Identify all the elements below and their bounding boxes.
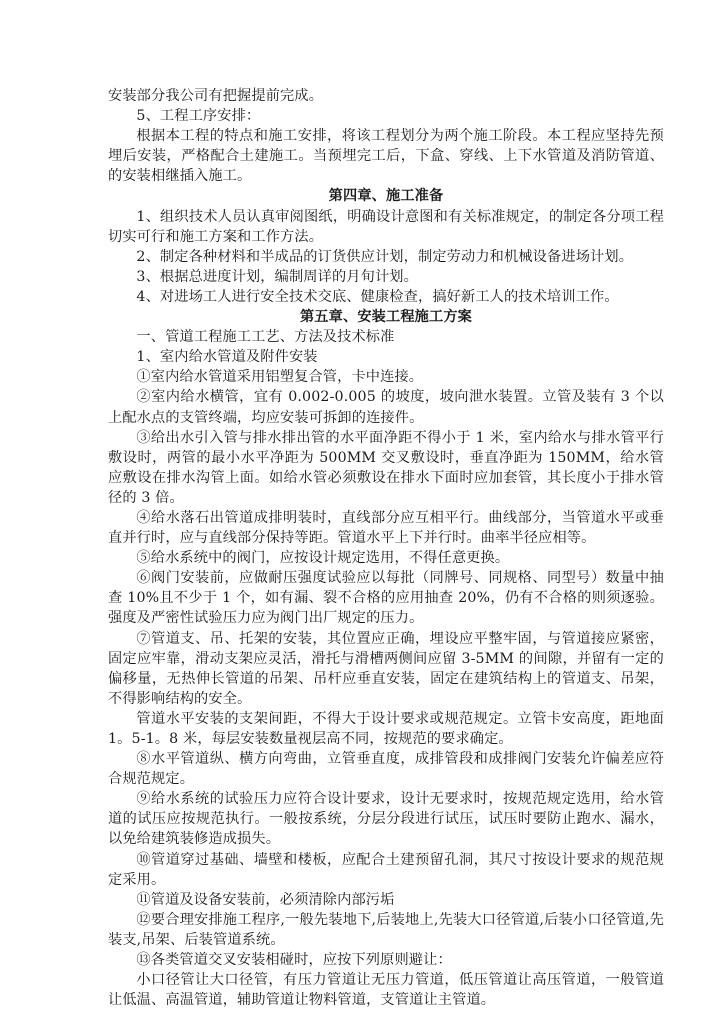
item-7: ⑦管道支、吊、托架的安装，其位置应正确，埋设应平整牢固，与管道接应紧密，固定应牢靠，滑动支架应灵活，滑托与滑槽两侧间应留 3-5MM 的间隙，并留有一定的偏移量，无热伸长管道的吊架、吊杆应垂直安装，固定在建筑结构上的管道支、吊架，不得影响结构的安全。 (108, 630, 664, 707)
paragraph-prep-3: 3、根据总进度计划，编制周详的月旬计划。 (136, 268, 418, 285)
item-9: ⑨给水系统的试验压力应符合设计要求，设计无要求时，按规范规定选用，给水管道的试压应按规范执行。一般按系统，分层分段进行试压，试压时要防止跑水、漏水，以免给建筑装修造成损失。 (108, 791, 664, 848)
section-heading-indoor-supply: 1、室内给水管道及附件安装 (136, 349, 318, 366)
chapter-heading-4: 第四章、施工准备 (328, 188, 444, 205)
paragraph-prep-2: 2、制定各种材料和半成品的订货供应计划，制定劳动力和机械设备进场计划。 (136, 248, 634, 265)
chapter-heading-5: 第五章、安装工程施工方案 (299, 309, 473, 326)
document-body (108, 86, 664, 1010)
paragraph-support-spacing: 管道水平安装的支架间距，不得大于设计要求或规范规定。立管卡安高度，距地面 1。5-1。8 米，每层安装数量视层高不同，按规范的要求确定。 (108, 710, 664, 747)
item-6: ⑥阀门安装前，应做耐压强度试验应以每批（同牌号、同规格、同型号）数量中抽查 10%且不少于 1 个，如有漏、裂不合格的应用抽查 20%，仍有不合格的则须逐验。强度及严密性试验压力应为阀门出厂规定的压力。 (108, 570, 664, 627)
item-13: ⑬各类管道交叉安装相碰时，应按下列原则避让： (136, 952, 452, 969)
item-12: ⑫要合理安排施工程序,一般先装地下,后装地上,先装大口径管道,后装小口径管道,先装支,吊架、后装管道系统。 (108, 911, 664, 948)
item-5: ⑤给水系统中的阀门，应按设计规定选用，不得任意更换。 (136, 550, 510, 567)
item-3: ③给出水引入管与排水排出管的水平面净距不得小于 1 米，室内给水与排水管平行敷设时，两管的最小水平净距为 500MM 交叉敷设时，垂直净距为 150MM，给水管应敷设在排水沟管上面。如给水管必须敷设在排水下面时应加套管，其长度小于排水管径的 3 倍。 (108, 429, 664, 506)
item-4: ④给水落石出管道成排明装时，直线部分应互相平行。曲线部分，当管道水平或垂直并行时，应与直线部分保持等距。管道水平上下并行时。曲率半径应相等。 (108, 509, 664, 547)
item-2: ②室内给水横管，宜有 0.002-0.005 的坡度，坡向泄水装置。立管及装有 3 个以上配水点的支管终端，均应安装可拆卸的连接件。 (108, 389, 664, 426)
paragraph-process: 根据本工程的特点和施工安排，将该工程划分为两个施工阶段。本工程应坚持先预埋后安装，严格配合土建施工。当预埋完工后，下盒、穿线、上下水管道及消防管道、 的安装相继插入施工。 (108, 128, 664, 185)
paragraph-intro-tail: 安装部分我公司有把握提前完成。 (108, 88, 324, 104)
paragraph-prep-1: 1、组织技术人员认真审阅图纸，明确设计意图和有关标准规定，的制定各分项工程切实可行和施工方案和工作方法。 (108, 208, 664, 245)
section-heading-pipe-works: 一、管道工程施工工艺、方法及技术标准 (136, 329, 395, 346)
item-10: ⑩管道穿过基础、墙壁和楼板，应配合土建预留孔洞，其尺寸按设计要求的规范规定采用。 (108, 851, 664, 888)
section-heading-5: 5、工程工序安排： (136, 108, 261, 125)
item-11: ⑪管道及设备安装前，必须清除内部污垢 (136, 891, 395, 908)
item-8: ⑧水平管道纵、横方向弯曲，立管垂直度，成排管段和成排阀门安装允许偏差应符合规范规定。 (108, 751, 664, 788)
paragraph-avoidance-rules: 小口径管让大口径管，有压力管道让无压力管道，低压管道让高压管道，一般管道让低温、高温管道，辅助管道让物料管道，支管道让主管道。 (108, 972, 664, 1009)
item-1: ①室内给水管道采用铝塑复合管，卡中连接。 (136, 369, 424, 386)
paragraph-prep-4: 4、对进场工人进行安全技术交底、健康检查，搞好新工人的技术培训工作。 (136, 288, 619, 305)
